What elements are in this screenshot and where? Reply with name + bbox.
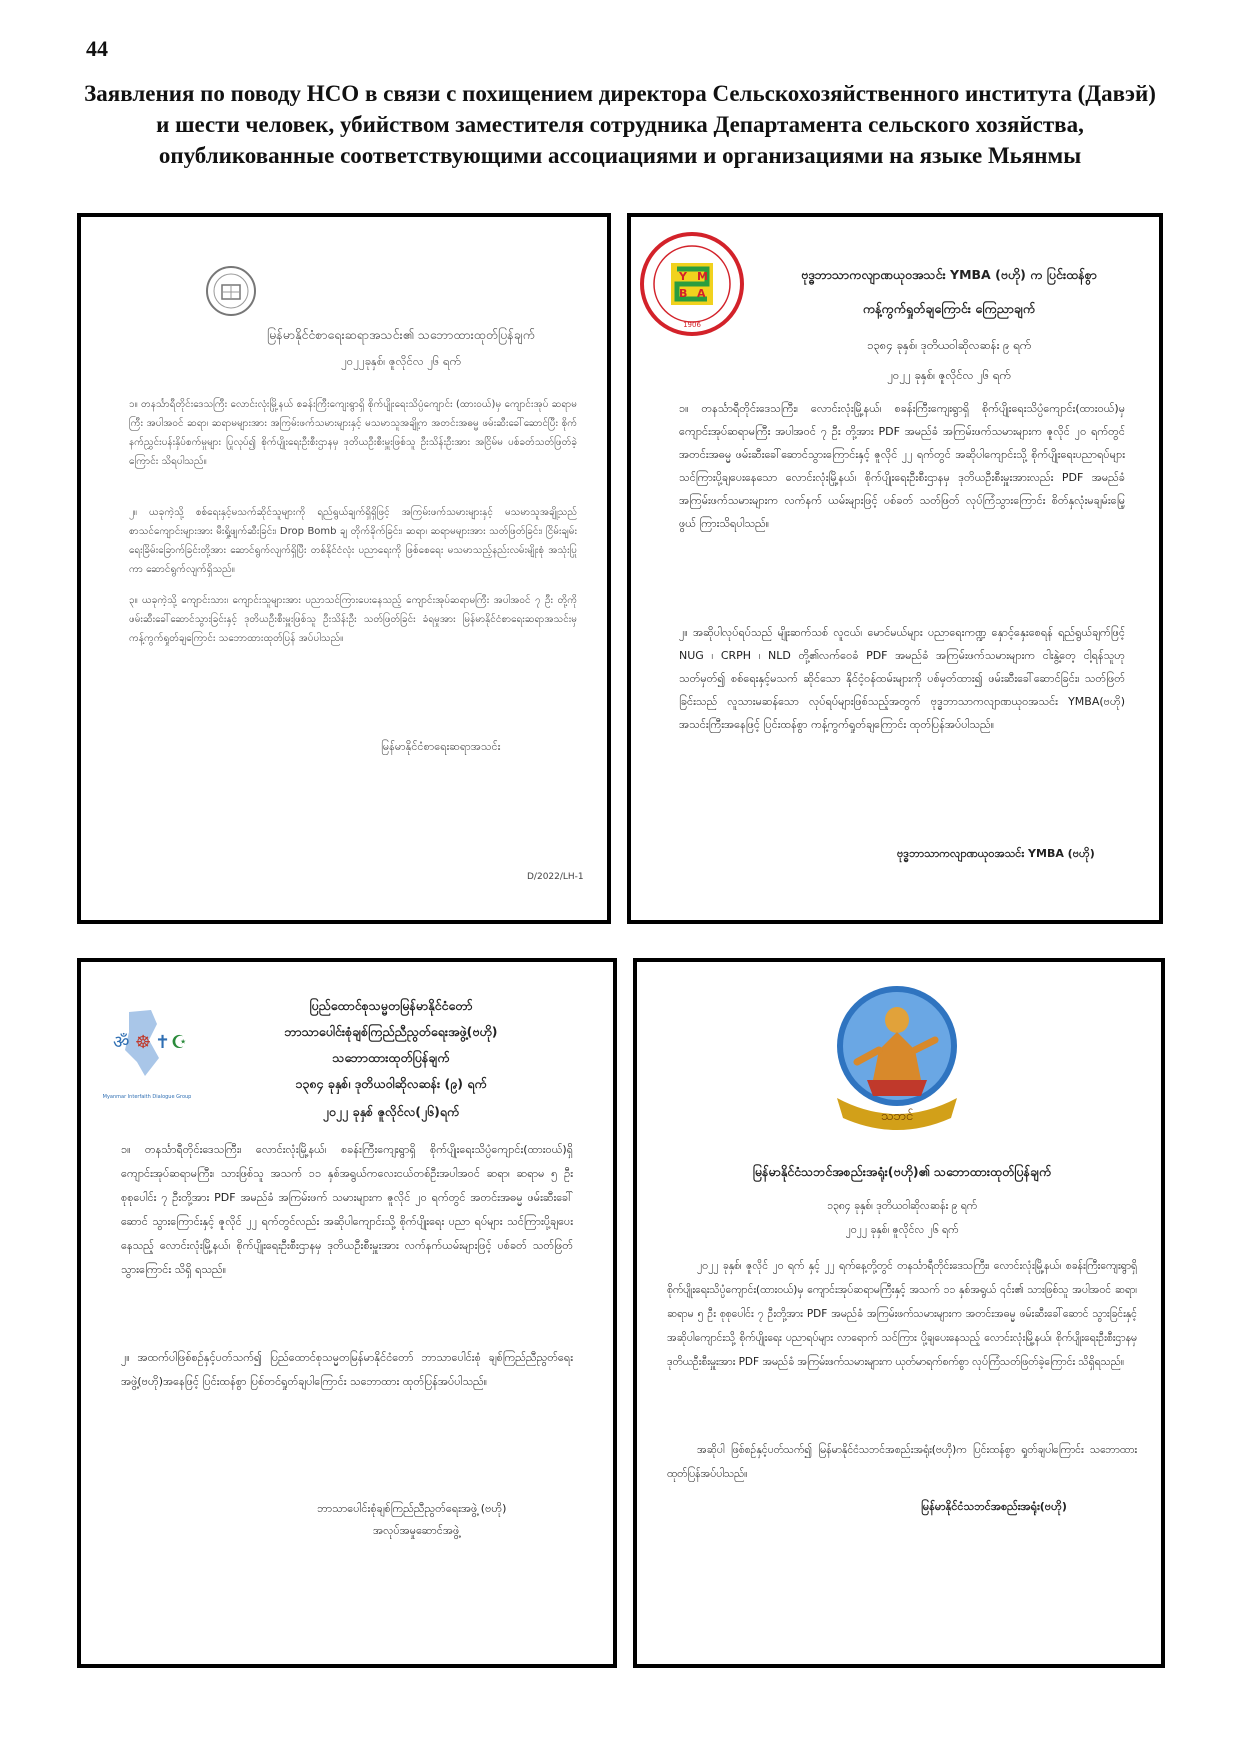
doc3-signature-1: ဘာသာပေါင်းစုံချစ်ကြည်ညီညွတ်ရေးအဖွဲ့ (ဗဟို) bbox=[317, 1502, 507, 1515]
doc3-paragraph-1: ၁။ တနင်္သာရီတိုင်းဒေသကြီး၊ လောင်းလုံးမြို့နယ်၊ စခန်းကြီးကျေးရွာရှိ စိုက်ပျိုးရေးသိပ္ပံကျောင်း(ထားဝယ်)ရှိ ကျောင်းအုပ်ဆရာမကြီး၊ သားဖြစ်သူ အသက် ၁၁ နှစ်အရွယ်ကလေးငယ်တစ်ဦးအပါအဝင် ဆရာ၊ ဆရာမ ၅ ဦး စုစုပေါင်း ၇ ဦးတို့အား PDF အမည်ခံ အကြမ်းဖက် သမားများက ဇူလိုင် ၂၀ ရက်တွင် အတင်းအဓမ္မ ဖမ်းဆီးခေါ်ဆောင် သွားကြောင်းနှင့် ဇူလိုင် ၂၂ ရက်တွင်လည်း အဆိုပါကျောင်းသို့ စိုက်ပျိုးရေး ပညာ ရပ်များ သင်ကြားပို့ချပေးနေသည့် လောင်းလုံးမြို့နယ်၊ စိုက်ပျိုးရေးဦးစီးဌာနမှ ဒုတိယဦးစီးမှူးအား လက်နက်ယမ်းများဖြင့် ပစ်ခတ် သတ်ဖြတ်သွားကြောင်း သိရှိ ရသည်။ bbox=[121, 1143, 573, 1276]
doc3-paragraph-2: ၂။ အထက်ပါဖြစ်စဉ်နှင့်ပတ်သက်၍ ပြည်ထောင်စုသမ္မတမြန်မာနိုင်ငံတော် ဘာသာပေါင်းစုံ ချစ်ကြည်ညီညွတ်ရေးအဖွဲ့(ဗဟို)အနေဖြင့် ပြင်းထန်စွာ ပြစ်တင်ရှုတ်ချပါကြောင်း သဘောထား ထုတ်ပြန်အပ်ပါသည်။ bbox=[121, 1351, 573, 1388]
doc1-reference: D/2022/LH-1 bbox=[527, 872, 584, 882]
doc3-date-1: ၁၃၈၄ ခုနှစ်၊ ဒုတိယဝါဆိုလဆန်း (၉) ရက် bbox=[295, 1076, 487, 1091]
interfaith-logo-caption: Myanmar Interfaith Dialogue Group bbox=[102, 1094, 192, 1100]
doc1-paragraph-1: ၁။ တနင်္သာရီတိုင်းဒေသကြီး လောင်းလုံးမြို့နယ် စခန်းကြီးကျေးရွာရှိ စိုက်ပျိုးရေးသိပ္ပံကျောင်း (ထားဝယ်)မှ ကျောင်းအုပ် ဆရာမကြီး အပါအဝင် ဆရာ၊ ဆရာမများအား အကြမ်းဖက်သမားများနှင့် မသမာသူအချို့က အတင်းအဓမ္မ ဖမ်းဆီးခေါ်ဆောင်ပြီး စိုက်နက်ညွှင်းပန်းနှိပ်စက်မှုများ ပြုလုပ်၍ စိုက်ပျိုးရေးဦးစီးဌာနမှ ဒုတိယဦးစီးမှူးဖြစ်သူ ဦးသိန်းဦးအား အငြိမ်မ ပစ်ခတ်သတ်ဖြတ်ခဲ့ကြောင်း သိရပါသည်။ bbox=[129, 399, 577, 467]
svg-text:B: B bbox=[679, 287, 688, 300]
doc2-paragraph-2: ၂။ အဆိုပါလုပ်ရပ်သည် မျိုးဆက်သစ် လူငယ်၊ မောင်မယ်များ ပညာရေးကဏ္ဍ နှောင့်နှေးစေရန် ရည်ရွယ်ချက်ဖြင့် NUG ၊ CRPH ၊ NLD တို့၏လက်ဝေခံ PDF အမည်ခံ အကြမ်းဖက်သမားများက ငါးနွဲ့တေ့ ငါ့ရန်သူဟု သတ်မှတ်၍ စစ်ရေးနှင့်မသက် ဆိုင်သော နိုင်ငံ့ဝန်ထမ်းများကို ပစ်မှတ်ထား၍ ဖမ်းဆီးခေါ်ဆောင်ခြင်း၊ သတ်ဖြတ်ခြင်းသည် လူသားမဆန်သော လုပ်ရပ်များဖြစ်သည့်အတွက် ဗုဒ္ဓဘာသာကလျာဏယုဝအသင်း YMBA(ဗဟို) အသင်းကြီးအနေဖြင့် ပြင်းထန်စွာ ကန့်ကွက်ရှုတ်ချကြောင်း ထုတ်ပြန်အပ်ပါသည်။ bbox=[679, 626, 1125, 731]
doc2-signature: ဗုဒ္ဓဘာသာကလျာဏယုဝအသင်း YMBA (ဗဟို) bbox=[897, 847, 1095, 860]
thabin-logo-banner: သဘင် bbox=[880, 1109, 914, 1124]
page-number: 44 bbox=[86, 36, 108, 61]
svg-text:ॐ: ॐ bbox=[113, 1032, 130, 1053]
svg-text:M: M bbox=[697, 270, 708, 283]
svg-text:☪: ☪ bbox=[171, 1032, 188, 1053]
ymba-logo-year: 1906 bbox=[683, 321, 701, 329]
doc1-header: မြန်မာနိုင်ငံစာရေးဆရာအသင်း၏ သဘောထားထုတ်ပြန်ချက် bbox=[267, 327, 535, 342]
doc4-header: မြန်မာနိုင်ငံသဘင်အစည်းအရုံး(ဗဟို)၏ သဘောထားထုတ်ပြန်ချက် bbox=[752, 1164, 1052, 1179]
doc4-paragraph-1: ၂၀၂၂ ခုနှစ်၊ ဇူလိုင် ၂၀ ရက် နှင့် ၂၂ ရက်နေ့တို့တွင် တနင်္သာရီတိုင်းဒေသကြီး၊ လောင်းလုံးမြို့နယ်၊ စခန်းကြီးကျေးရွာရှိ စိုက်ပျိုးရေးသိပ္ပံကျောင်း(ထားဝယ်)မှ ကျောင်းအုပ်ဆရာမကြီးနှင့် အသက် ၁၁ နှစ်အရွယ် ၎င်း၏ သားဖြစ်သူ အပါအဝင် ဆရာ၊ ဆရာမ ၅ ဦး စုစုပေါင်း ၇ ဦးတို့အား PDF အမည်ခံ အကြမ်းဖက်သမားများက အတင်းအဓမ္မ ဖမ်းဆီးခေါ်ဆောင် သွားခြင်းနှင့် အဆိုပါကျောင်းသို့ စိုက်ပျိုးရေး ပညာရပ်များ လာရောက် သင်ကြား ပို့ချပေးနေသည့် လောင်းလုံးမြို့နယ်၊ စိုက်ပျိုးရေးဦးစီးဌာနမှ ဒုတိယဦးစီးမှူးအား PDF အမည်ခံ အကြမ်းဖက်သမားများက ယုတ်မာရက်စက်စွာ လုပ်ကြံသတ်ဖြတ်ခဲ့ကြောင်း သိရှိရသည်။ bbox=[667, 1260, 1137, 1368]
doc2-date-1: ၁၃၈၄ ခုနှစ်၊ ဒုတိယဝါဆိုလဆန်း ၉ ရက် bbox=[866, 338, 1032, 352]
statement-interfaith-group bbox=[77, 958, 617, 1668]
doc3-signature-2: အလုပ်အမှုဆောင်အဖွဲ့ bbox=[373, 1524, 460, 1537]
doc3-header-line-2: ဘာသာပေါင်းစုံချစ်ကြည်ညီညွတ်ရေးအဖွဲ့(ဗဟို) bbox=[284, 1024, 498, 1039]
writers-association-seal-icon bbox=[205, 265, 257, 321]
svg-text:A: A bbox=[697, 287, 706, 300]
interfaith-logo-icon bbox=[99, 1006, 195, 1100]
statement-thabin-association bbox=[633, 958, 1165, 1668]
doc3-date-2: ၂၀၂၂ ခုနှစ် ဇူလိုင်လ(၂၆)ရက် bbox=[322, 1104, 460, 1119]
svg-text:✝: ✝ bbox=[155, 1032, 171, 1053]
doc4-signature: မြန်မာနိုင်ငံသဘင်အစည်းအရုံး(ဗဟို) bbox=[921, 1500, 1067, 1513]
svg-text:Y: Y bbox=[679, 270, 687, 283]
doc3-header-line-3: သဘောထားထုတ်ပြန်ချက် bbox=[332, 1050, 450, 1065]
statement-ymba bbox=[627, 213, 1163, 924]
doc2-header-line-1: ဗုဒ္ဓဘာသာကလျာဏယုဝအသင်း YMBA (ဗဟို) က ပြင်းထန်စွာ bbox=[801, 267, 1097, 282]
doc3-header-line-1: ပြည်ထောင်စုသမ္မတမြန်မာနိုင်ငံတော် bbox=[309, 998, 473, 1013]
doc1-paragraph-3: ၃။ ယခုကဲ့သို့ ကျောင်းသား၊ ကျောင်းသူများအား ပညာသင်ကြားပေးနေသည့် ကျောင်းအုပ်ဆရာမကြီး အပါအဝင် ၇ ဦး တို့ကို ဖမ်းဆီးခေါ်ဆောင်သွားခြင်းနှင့် ဒုတိယဦးစီးမှူးဖြစ်သူ ဦးသိန်းဦး သတ်ဖြတ်ခြင်း ခံရမှုအား မြန်မာနိုင်ငံစာရေးဆရာအသင်းမှ ကန့်ကွက်ရှုတ်ချကြောင်း သဘောထားထုတ်ပြန် အပ်ပါသည်။ bbox=[129, 595, 577, 644]
thabin-logo-icon bbox=[827, 980, 967, 1142]
doc2-paragraph-1: ၁။ တနင်္သာရီတိုင်းဒေသကြီး၊ လောင်းလုံးမြို့နယ်၊ စခန်းကြီးကျေးရွာရှိ စိုက်ပျိုးရေးသိပ္ပံကျောင်း(ထားဝယ်)မှ ကျောင်းအုပ်ဆရာမကြီး အပါအဝင် ၇ ဦး တို့အား PDF အမည်ခံ အကြမ်းဖက်သမားများက ဇူလိုင် ၂၀ ရက်တွင် အတင်းအဓမ္မ ဖမ်းဆီးခေါ်ဆောင်သွားကြောင်းနှင့် ဇူလိုင် ၂၂ ရက်တွင် အဆိုပါကျောင်းသို့ စိုက်ပျိုးရေးပညာရပ်များ သင်ကြားပို့ချပေးနေသော လောင်းလုံးမြို့နယ်၊ စိုက်ပျိုးရေးဦးစီးဌာနမှ ဒုတိယဦးစီးမှူးအားလည်း PDF အမည်ခံ အကြမ်းဖက်သမားများက လက်နက် ယမ်းများဖြင့် ပစ်ခတ် သတ်ဖြတ် လုပ်ကြံသွားကြောင်း စိတ်နှလုံးမချမ်းမြေ့ဖွယ် ကြားသိရပါသည်။ bbox=[679, 402, 1125, 530]
statement-writers-association bbox=[77, 213, 611, 924]
doc1-paragraph-2: ၂။ ယခုကဲ့သို့ စစ်ရေးနှင့်မသက်ဆိုင်သူများကို ရည်ရွယ်ချက်ရှိရှိဖြင့် အကြမ်းဖက်သမားများနှင့် မသမာသူအချို့သည် စာသင်ကျောင်းများအား မီးရှို့ဖျက်ဆီးခြင်း၊ Drop Bomb ချ တိုက်ခိုက်ခြင်း၊ ဆရာ၊ ဆရာမများအား သတ်ဖြတ်ခြင်း၊ ငြိမ်းချမ်းရေးခြိမ်းခြောက်ခြင်းတို့အား ဆောင်ရွက်လျက်ရှိပြီး တစ်နိုင်ငံလုံး ပညာရေးကို ဖြစ်စေရေး မသမာသည့်နည်းလမ်းမျိုးစုံ အသုံးပြုကာ ဆောင်ရွက်လျက်ရှိသည်။ bbox=[129, 507, 577, 575]
doc4-date-1: ၁၃၈၄ ခုနှစ်၊ ဒုတိယဝါဆိုလဆန်း ၉ ရက် bbox=[826, 1200, 978, 1212]
svg-text:☸: ☸ bbox=[135, 1032, 152, 1053]
ymba-logo-icon bbox=[639, 231, 745, 341]
doc2-header-line-2: ကန့်ကွက်ရှုတ်ချကြောင်း ကြေညာချက် bbox=[862, 301, 1036, 316]
doc4-paragraph-2: အဆိုပါ ဖြစ်စဉ်နှင့်ပတ်သက်၍ မြန်မာနိုင်ငံသဘင်အစည်းအရုံး(ဗဟို)က ပြင်းထန်စွာ ရှုတ်ချပါကြောင်း သဘောထား ထုတ်ပြန်အပ်ပါသည်။ bbox=[667, 1444, 1137, 1480]
doc1-signature: မြန်မာနိုင်ငံစာရေးဆရာအသင်း bbox=[381, 740, 501, 753]
doc1-date: ၂၀၂၂ခုနှစ်၊ ဇူလိုင်လ ၂၆ ရက် bbox=[341, 354, 461, 368]
doc4-date-2: ၂၀၂၂ ခုနှစ်၊ ဇူလိုင်လ ၂၆ ရက် bbox=[845, 1224, 959, 1236]
page-title: Заявления по поводу НСО в связи с похищением директора Сельскохозяйственного института (Давэй) и шести человек, убийством заместителя сотрудника Департамента сельского хозяйства, опубликованные соответствующими ассоциациями и организациями на языке Мьянмы bbox=[84, 81, 1156, 168]
doc2-date-2: ၂၀၂၂ ခုနှစ်၊ ဇူလိုင်လ ၂၆ ရက် bbox=[887, 368, 1011, 382]
